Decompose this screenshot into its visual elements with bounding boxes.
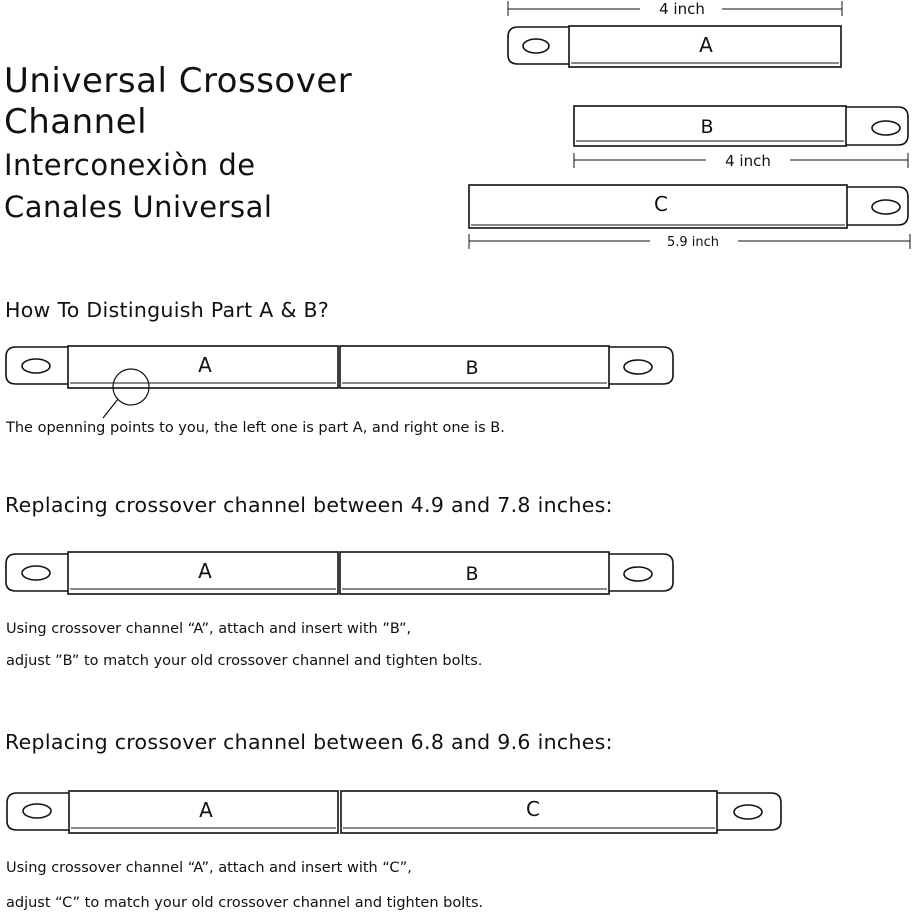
distinguish-assembly bbox=[6, 346, 673, 418]
range-ac-assembly bbox=[7, 791, 781, 833]
range-ab-heading: Replacing crossover channel between 4.9 and 7.8 inches: bbox=[5, 493, 613, 517]
distinguish-right-label: B bbox=[465, 357, 479, 379]
mounting-tab-icon bbox=[847, 187, 908, 225]
bolt-hole-icon bbox=[22, 359, 50, 373]
range-ab-note-line1: Using crossover channel “A”, attach and insert with ”B”, bbox=[6, 621, 412, 637]
range-ac-note-line1: Using crossover channel “A”, attach and insert with “C”, bbox=[6, 860, 412, 876]
mounting-tab-icon bbox=[508, 27, 569, 64]
range-ac-heading: Replacing crossover channel between 6.8 and 9.6 inches: bbox=[5, 730, 613, 754]
bolt-hole-icon bbox=[624, 567, 652, 581]
mounting-tab-icon bbox=[7, 793, 69, 830]
distinguish-left-label: A bbox=[198, 353, 212, 377]
mounting-tab-icon bbox=[6, 554, 68, 591]
range-ac-note-line2: adjust “C” to match your old crossover channel and tighten bolts. bbox=[6, 895, 484, 911]
range-ab-left-label: A bbox=[198, 559, 212, 583]
bolt-hole-icon bbox=[23, 804, 51, 818]
page-title-line1: Universal Crossover bbox=[4, 61, 353, 101]
mounting-tab-icon bbox=[6, 347, 68, 384]
bolt-hole-icon bbox=[22, 566, 50, 580]
opening-callout-icon bbox=[113, 369, 149, 405]
page-title-line2: Channel bbox=[4, 102, 148, 142]
bolt-hole-icon bbox=[624, 360, 652, 374]
range-ab-right-label: B bbox=[465, 563, 479, 585]
bolt-hole-icon bbox=[872, 200, 900, 214]
mounting-tab-icon bbox=[609, 347, 673, 384]
dimension-b-label: 4 inch bbox=[725, 152, 771, 170]
part-a-label: A bbox=[699, 33, 713, 57]
bolt-hole-icon bbox=[734, 805, 762, 819]
distinguish-note: The openning points to you, the left one is part A, and right one is B. bbox=[6, 420, 505, 436]
dimension-c-label: 5.9 inch bbox=[666, 235, 720, 250]
range-ab-note-line2: adjust ”B” to match your old crossover channel and tighten bolts. bbox=[6, 653, 483, 669]
bolt-hole-icon bbox=[523, 39, 549, 53]
dimension-a-label: 4 inch bbox=[659, 0, 705, 18]
distinguish-heading: How To Distinguish Part A & B? bbox=[5, 298, 330, 322]
mounting-tab-icon bbox=[609, 554, 673, 591]
bolt-hole-icon bbox=[872, 121, 900, 135]
range-ac-left-label: A bbox=[199, 798, 213, 822]
page-subtitle-line2: Canales Universal bbox=[4, 190, 273, 224]
part-b-label: B bbox=[700, 116, 714, 138]
range-ac-right-label: C bbox=[526, 797, 540, 821]
page-subtitle-line1: Interconexiòn de bbox=[4, 148, 256, 182]
part-c-label: C bbox=[654, 192, 668, 216]
mounting-tab-icon bbox=[717, 793, 781, 830]
range-ab-assembly bbox=[6, 552, 673, 594]
